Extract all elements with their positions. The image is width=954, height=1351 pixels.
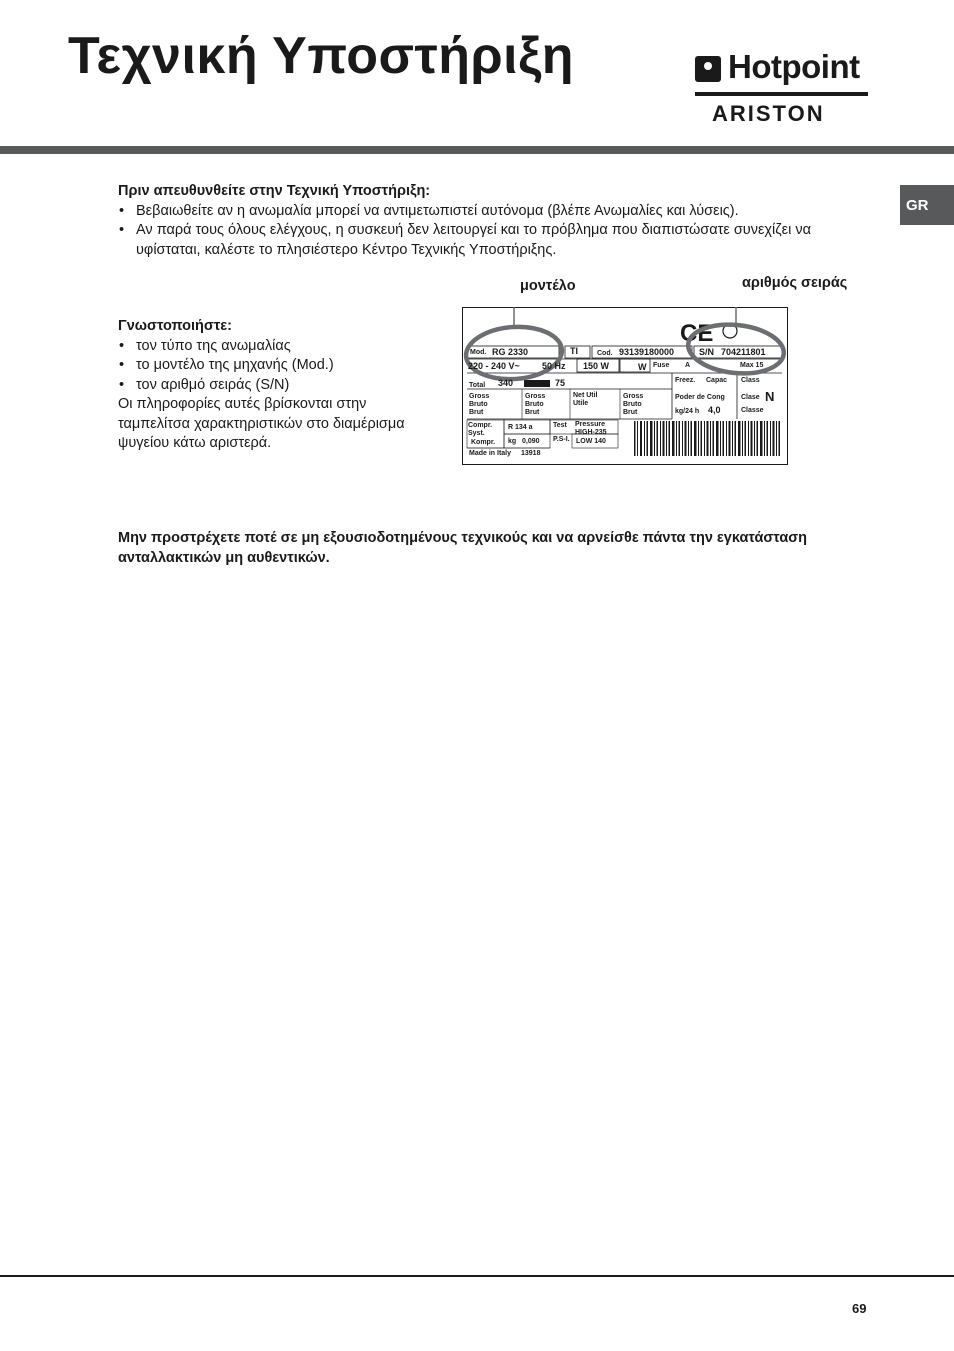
kg-label: kg [508, 438, 517, 445]
freez-label: Freez. [675, 377, 696, 384]
voltage: 220 - 240 V~ [468, 361, 520, 371]
gross-label-1: Gross Bruto Brut [469, 393, 490, 416]
model-callout: μοντέλο [520, 278, 576, 294]
clase-value: N [765, 389, 775, 404]
pressure-low: LOW 140 [576, 438, 606, 445]
frequency: 50 Hz [542, 361, 566, 371]
cod-value: 93139180000 [619, 347, 675, 357]
page-title: Τεχνική Υποστήριξη [68, 27, 575, 85]
gross-label-2: Gross Bruto Brut [525, 393, 546, 416]
class-label: Class [741, 377, 760, 384]
rating-plate [462, 307, 788, 465]
mod-label: Mod. [470, 349, 487, 356]
kompr-label: Kompr. [471, 439, 496, 446]
fuse-label: Fuse [653, 362, 670, 369]
hotpoint-ariston-logo [695, 48, 870, 127]
list-item: • Βεβαιωθείτε αν η ανωμαλία μπορεί να αντιμετωπιστεί αυτόνομα (βλέπε Ανωμαλίες και λύσεις). [118, 202, 878, 222]
max-label: Max 15 [740, 362, 764, 369]
ti-label: TI [570, 346, 578, 356]
notify-heading: Γνωστοποιήστε: [118, 318, 233, 334]
kg24-value: 4,0 [708, 405, 721, 415]
gross-label-3: Gross Bruto Brut [623, 393, 644, 416]
test-label: Test [553, 422, 567, 429]
warning-text: Μην προστρέχετε ποτέ σε μη εξουσιοδοτημένους τεχνικούς και να αρνείσθε πάντα την εγκατάσταση ανταλλακτικών μη αυθεντικών. [118, 530, 808, 566]
svg-text:CE: CE [680, 320, 714, 347]
mod-value: RG 2330 [492, 347, 529, 357]
psi-label: P.S-I. [553, 436, 570, 443]
page-number: 69 [852, 1301, 867, 1316]
list-item: • Αν παρά τους όλους ελέγχους, η συσκευή δεν λειτουργεί και το πρόβλημα που διαπιστώσατε συνεχίζει να υφίσταται, καλέστε το πλησιέστερο Κέντρο Τεχνικής Υποστήριξης. [118, 221, 878, 260]
hotpoint-logo-icon [695, 56, 721, 82]
made-in-label: Made in Italy [469, 450, 512, 457]
notify-note: Οι πληροφορίες αυτές βρίσκονται στην ταμπελίτσα χαρακτηριστικών στο διαμέρισμα ψυγείου κάτω αριστερά. [118, 396, 405, 451]
pressure-high: Pressure HIGH-235 [575, 421, 607, 436]
logo-divider [695, 92, 868, 96]
sn-value: 704211801 [721, 347, 766, 357]
kg24-label: kg/24 h [675, 408, 700, 415]
refrigerant: R 134 a [508, 424, 533, 431]
wattage: 150 W [583, 361, 610, 371]
cod-label: Cod. [597, 350, 613, 357]
intro-heading: Πριν απευθυνθείτε στην Τεχνική Υποστήριξη: [118, 183, 431, 199]
classe-label: Classe [741, 407, 764, 414]
notify-section [118, 317, 438, 454]
footer-divider [0, 1275, 954, 1277]
total-value: 340 [498, 378, 514, 388]
intro-section [118, 182, 878, 260]
star-value: 75 [555, 378, 566, 388]
header-divider [0, 146, 954, 154]
list-item: • το μοντέλο της μηχανής (Mod.) [118, 356, 438, 376]
compr-label: Compr. Syst. [468, 422, 493, 437]
notify-list [118, 337, 438, 396]
language-tab: GR [900, 185, 954, 225]
sn-label: S/N [699, 347, 715, 357]
kg-value: 0,090 [522, 438, 540, 445]
made-code: 13918 [521, 450, 541, 457]
poder-label: Poder de Cong [675, 394, 725, 401]
list-item: • τον τύπο της ανωμαλίας [118, 337, 438, 357]
capac-label: Capac [706, 377, 728, 384]
serial-callout: αριθμός σειράς [742, 275, 848, 291]
intro-list [118, 202, 878, 261]
net-label: Net Util Utile [573, 392, 598, 407]
wattage-2: W [638, 362, 647, 372]
total-label: Total [469, 382, 486, 389]
list-item: • τον αριθμό σειράς (S/N) [118, 376, 438, 396]
brand-subname: ARISTON [712, 101, 825, 126]
amp-label: A [685, 362, 691, 369]
brand-name: Hotpoint [728, 48, 860, 85]
clase-label: Clase [741, 394, 760, 401]
